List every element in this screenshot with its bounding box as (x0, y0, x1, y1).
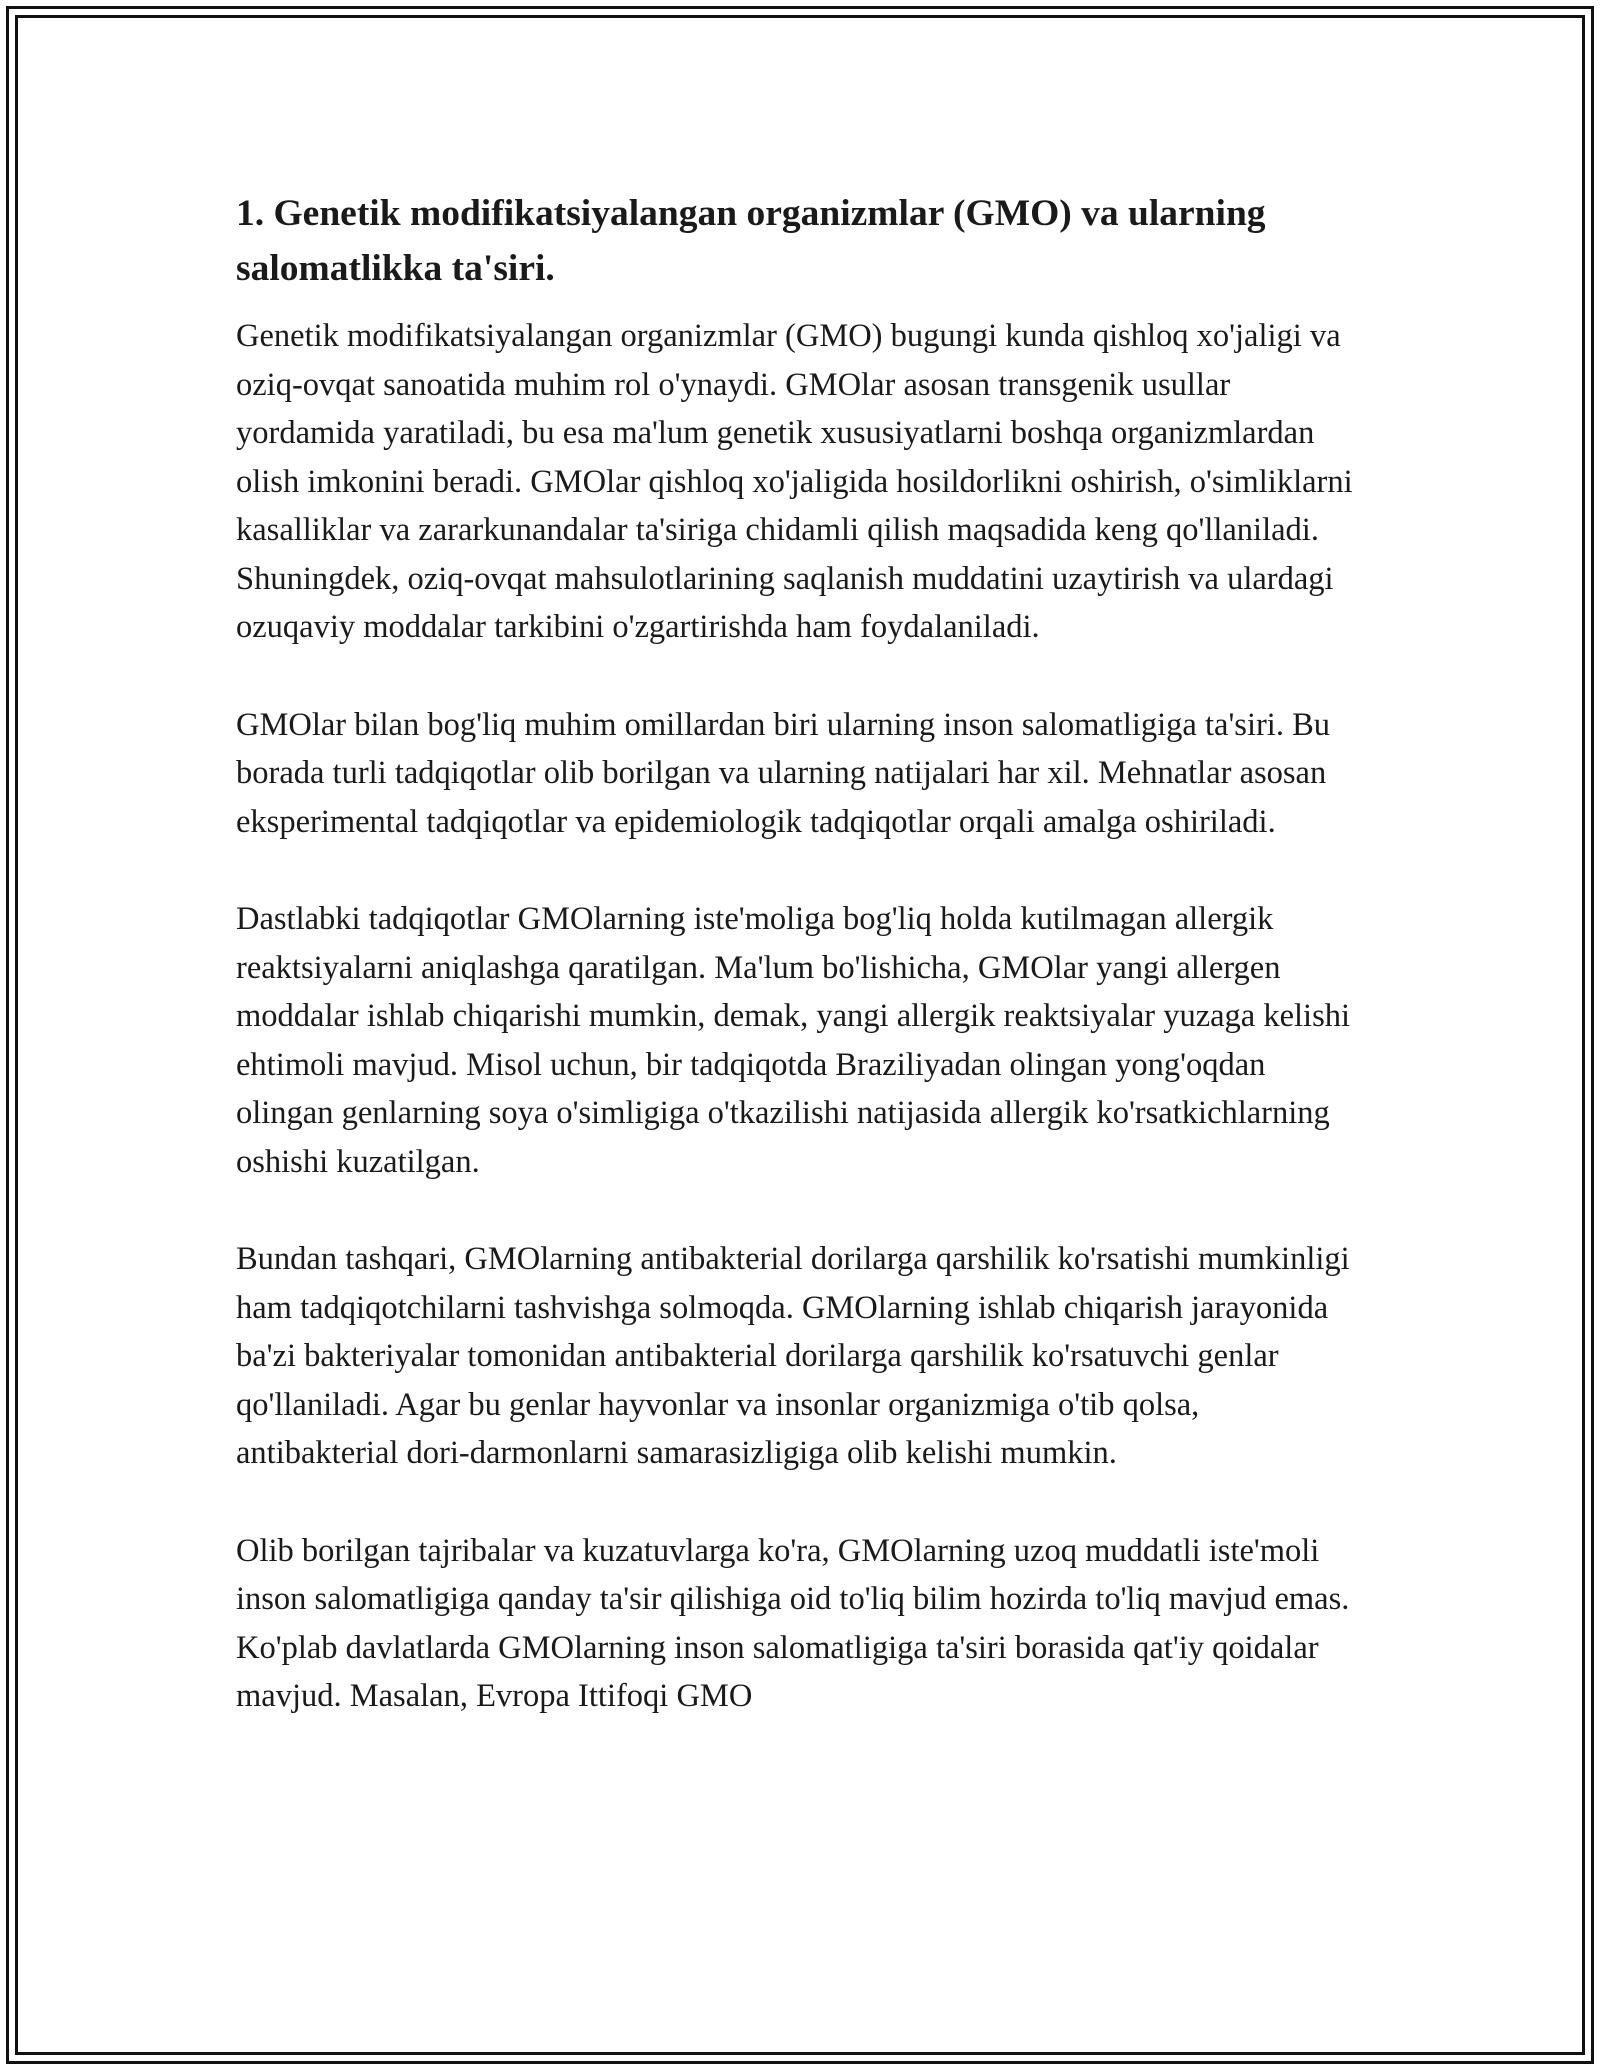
paragraph-4: Bundan tashqari, GMOlarning antibakterial dorilarga qarshilik ko'rsatishi mumkinligi ham tadqiqotchilarni tashvishga solmoqda. GMOlarning ishlab chiqarish jarayonida ba'zi bakteriyalar tomonidan antibakterial dorilarga qarshilik ko'rsatuvchi genlar qo'llaniladi. Agar bu genlar hayvonlar va insonlar organizmiga o'tib qolsa, antibakterial dori-darmonlarni samarasizligiga olib kelishi mumkin. (236, 1241, 1350, 1471)
paragraph-3: Dastlabki tadqiqotlar GMOlarning iste'moliga bog'liq holda kutilmagan allergik reaktsiyalarni aniqlashga qaratilgan. Ma'lum bo'lishicha, GMOlar yangi allergen moddalar ishlab chiqarishi mumkin, demak, yangi allergik reaktsiyalar yuzaga kelishi ehtimoli mavjud. Misol uchun, bir tadqiqotda Braziliyadan olingan yong'oqdan olingan genlarning soya o'simligiga o'tkazilishi natijasida allergik ko'rsatkichlarning oshishi kuzatilgan. (236, 901, 1351, 1180)
paragraph-1: Genetik modifikatsiyalangan organizmlar (GMO) bugungi kunda qishloq xo'jaligi va oziq-ovqat sanoatida muhim rol o'ynaydi. GMOlar asosan transgenik usullar yordamida yaratiladi, bu esa ma'lum genetik xususiyatlarni boshqa organizmlardan olish imkonini beradi. GMOlar qishloq xo'jaligida hosildorlikni oshirish, o'simliklarni kasalliklar va zararkunandalar ta'siriga chidamli qilish maqsadida keng qo'llaniladi. Shuningdek, oziq-ovqat mahsulotlarining saqlanish muddatini uzaytirish va ulardagi ozuqaviy moddalar tarkibini o'zgartirishda ham foydalaniladi. (236, 318, 1353, 645)
paragraph-2: GMOlar bilan bog'liq muhim omillardan biri ularning inson salomatligiga ta'siri. Bu borada turli tadqiqotlar olib borilgan va ularning natijalari har xil. Mehnatlar asosan eksperimental tadqiqotlar va epidemiologik tadqiqotlar orqali amalga oshiriladi. (236, 706, 1331, 840)
paragraph-5: Olib borilgan tajribalar va kuzatuvlarga ko'ra, GMOlarning uzoq muddatli iste'moli inson salomatligiga qanday ta'sir qilishiga oid to'liq bilim hozirda to'liq mavjud emas. Ko'plab davlatlarda GMOlarning inson salomatligiga ta'siri borasida qat'iy qoidalar mavjud. Masalan, Evropa Ittifoqi GMO (236, 1532, 1350, 1714)
document-title: 1. Genetik modifikatsiyalangan organizmlar (GMO) va ularning salomatlikka ta'siri. (236, 193, 1266, 289)
document-body (236, 186, 1356, 1770)
